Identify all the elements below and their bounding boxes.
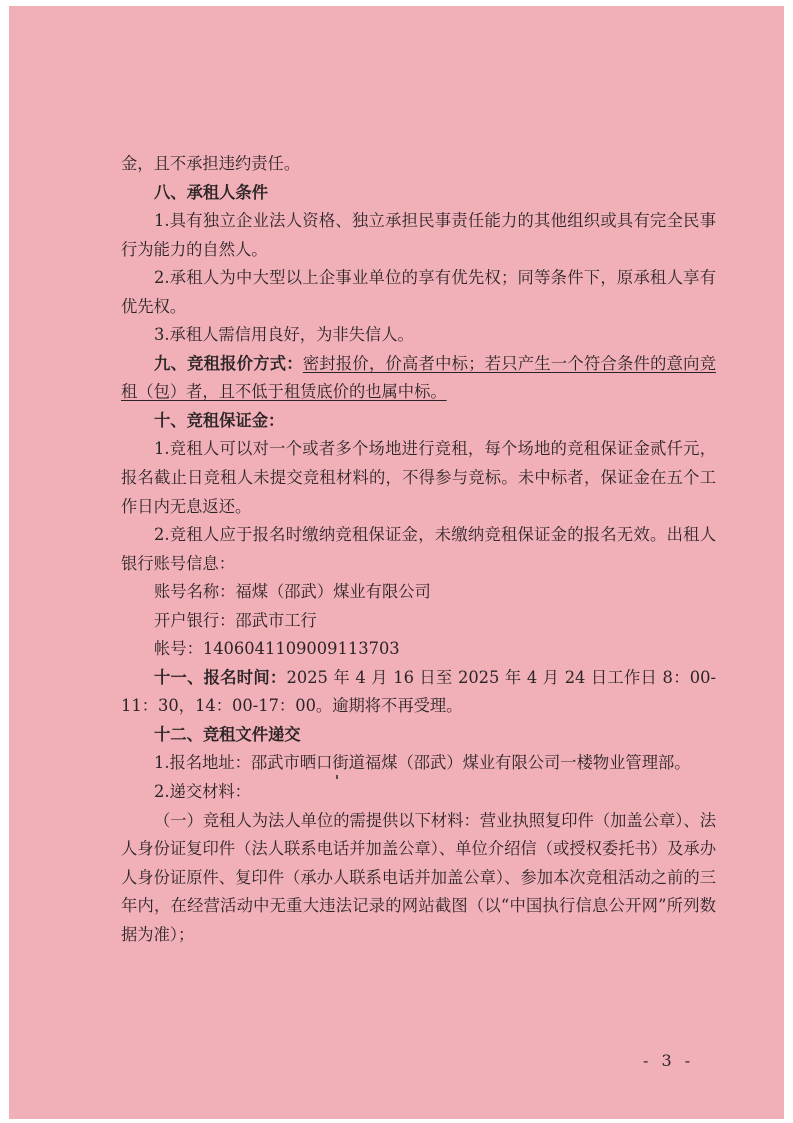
scan-speck (336, 775, 338, 779)
section-12-item-2a: （一）竞租人为法人单位的需提供以下材料：营业执照复印件（加盖公章）、法人身份证复印件（法人联系电话并加盖公章）、单位介绍信（或授权委托书）及承办人身份证原件、复印件（承办人联系电话并加盖公章）、参加本次竞租活动之前的三年内，在经营活动中无重大违法记录的网站截图（以“中国执行信息公开网”所列数据为准）； (121, 810, 716, 944)
account-bank: 开户银行：邵武市工行 (154, 610, 317, 630)
section-10-heading: 十、竞租保证金： (154, 410, 285, 430)
section-11-heading: 十一、报名时间： (154, 667, 287, 687)
section-9-body: 密封报价，价高者中标；若只产生一个符合条件的意向竞租（包）者，且不低于租赁底价的也属中标。 (121, 353, 716, 402)
continued-paragraph: 金，且不承担违约责任。 (121, 154, 301, 173)
section-10-item-1: 1.竞租人可以对一个或者多个场地进行竞租，每个场地的竞租保证金贰仟元，报名截止日竞租人未提交竞租材料的，不得参与竞标。未中标者，保证金在五个工作日内无息返还。 (121, 439, 716, 516)
section-12-heading: 十二、竞租文件递交 (154, 724, 301, 744)
document-page (9, 6, 784, 1119)
section-9-heading: 九、竞租报价方式： (154, 353, 303, 373)
section-8-item-1: 1.具有独立企业法人资格、独立承担民事责任能力的其他组织或具有完全民事行为能力的自然人。 (121, 211, 716, 259)
section-11-body: 2025 年 4 月 16 日至 2025 年 4 月 24 日工作日 8：00-11：30，14：00-17：00。逾期将不再受理。 (121, 667, 716, 716)
page-number: - 3 - (643, 1051, 695, 1070)
section-8-item-3: 3.承租人需信用良好，为非失信人。 (154, 325, 414, 345)
section-8-item-2: 2.承租人为中大型以上企事业单位的享有优先权；同等条件下，原承租人享有优先权。 (121, 268, 716, 316)
account-name: 账号名称：福煤（邵武）煤业有限公司 (154, 582, 431, 602)
section-8-heading: 八、承租人条件 (154, 182, 268, 202)
section-11-paragraph (121, 664, 716, 721)
section-12-item-2: 2.递交材料： (154, 782, 251, 802)
section-12-item-1: 1.报名地址：邵武市晒口街道福煤（邵武）煤业有限公司一楼物业管理部。 (154, 753, 691, 773)
account-number: 帐号：1406041109009113703 (154, 639, 400, 659)
section-10-item-2: 2.竞租人应于报名时缴纳竞租保证金，未缴纳竞租保证金的报名无效。出租人银行账号信息： (121, 525, 716, 573)
document-body (121, 150, 716, 949)
section-9-paragraph (121, 350, 716, 407)
